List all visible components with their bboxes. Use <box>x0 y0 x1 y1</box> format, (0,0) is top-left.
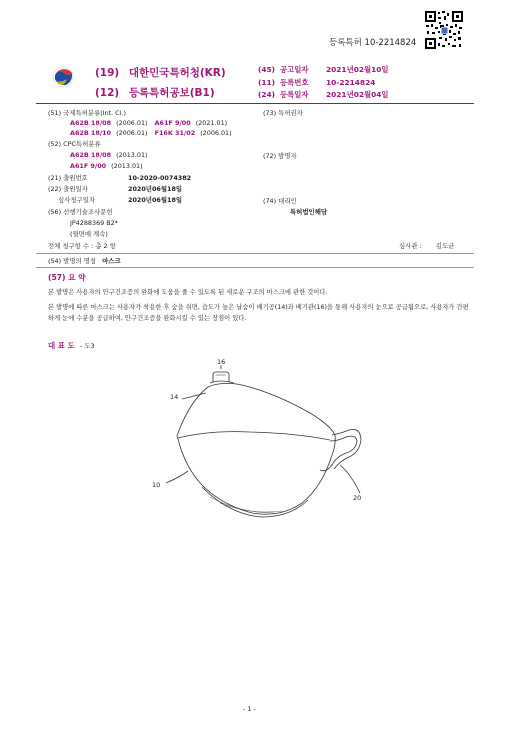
application-date-row: (22) 출원일자 2020년06월18일 <box>48 185 183 193</box>
inventor-label: (72) 발명자 <box>263 152 297 160</box>
ipc-row: A62B 18/10 (2006.01) F16K 31/02 (2006.01) <box>70 129 232 137</box>
registration-date-row: (24) 등록일자 2021년02월04일 <box>258 90 389 99</box>
ipc-row: A62B 18/08 (2006.01) A61F 9/00 (2021.01) <box>70 119 228 127</box>
abstract-paragraph-1: 본 발명은 사용자의 안구건조증의 완화에 도움을 줄 수 있도록 된 새로운 구조의 마스크에 관한 것이다. <box>48 289 328 296</box>
qr-code-icon <box>424 10 464 50</box>
application-number-row: (21) 출원번호 10-2020-0074382 <box>48 174 192 182</box>
invention-title-row: (54) 발명의 명칭 마스크 <box>48 257 121 265</box>
continued-note: (뒷면에 계속) <box>70 230 108 238</box>
claims-total: 전체 청구항 수 : 총 2 항 <box>48 242 116 250</box>
prior-art-label: (56) 선행기술조사문헌 <box>48 208 113 216</box>
figure-label-20: 20 <box>353 494 362 502</box>
title-top-divider <box>36 253 474 254</box>
examiner-row: 심사관 : 김도균 <box>399 242 455 250</box>
publication-date-row: (45) 공고일자 2021년02월10일 <box>258 65 389 74</box>
korean-emblem-icon <box>52 66 74 88</box>
registration-number-row: (11) 등록번호 10-2214824 <box>258 77 376 87</box>
cpc-row: A61F 9/00 (2013.01) <box>70 162 143 170</box>
office-code: (19) <box>95 67 120 79</box>
office-name: 대한민국특허청(KR) <box>128 67 226 79</box>
figure-label-10: 10 <box>152 481 161 489</box>
prior-art: JP4288369 B2* <box>70 219 118 227</box>
header-divider <box>36 103 474 104</box>
abstract-paragraph-2: 본 발명에 따른 마스크는 사용자가 착용한 후 숨을 쉬면, 습도가 높은 날숨이 배기공(14)과 배기관(16)을 통해 사용자의 눈으로 공급됨으로, 사용자가 간편하게 눈에 수분을 공급하여, 안구건조증을 완화시킬 수 있는 장점이 있다. <box>48 304 469 322</box>
figure-label-16: 16 <box>217 358 226 366</box>
agent-label: (74) 대리인 <box>263 197 297 205</box>
abstract-heading: (57) 요 약 <box>48 273 86 282</box>
agent-name: 특허법인해담 <box>290 208 328 216</box>
patentee-label: (73) 특허권자 <box>263 109 303 117</box>
ipc-label: (51) 국제특허분류(Int. Cl.) <box>48 109 126 117</box>
doc-number: 등록특허 10-2214824 <box>329 38 417 48</box>
representative-figure-row: 대 표 도 - 도3 <box>48 341 95 350</box>
mask-figure <box>150 355 390 540</box>
publication-type: 등록특허공보(B1) <box>128 87 215 99</box>
cpc-row: A62B 18/08 (2013.01) <box>70 151 148 159</box>
title-bottom-divider <box>36 267 474 268</box>
exam-date-row: 심사청구일자 2020년06월18일 <box>58 196 183 204</box>
publication-code: (12) <box>95 87 120 99</box>
header-right-block <box>258 64 458 102</box>
page-number: - 1 - <box>243 705 256 713</box>
figure-label-14: 14 <box>170 393 179 401</box>
cpc-label: (52) CPC특허분류 <box>48 140 101 148</box>
